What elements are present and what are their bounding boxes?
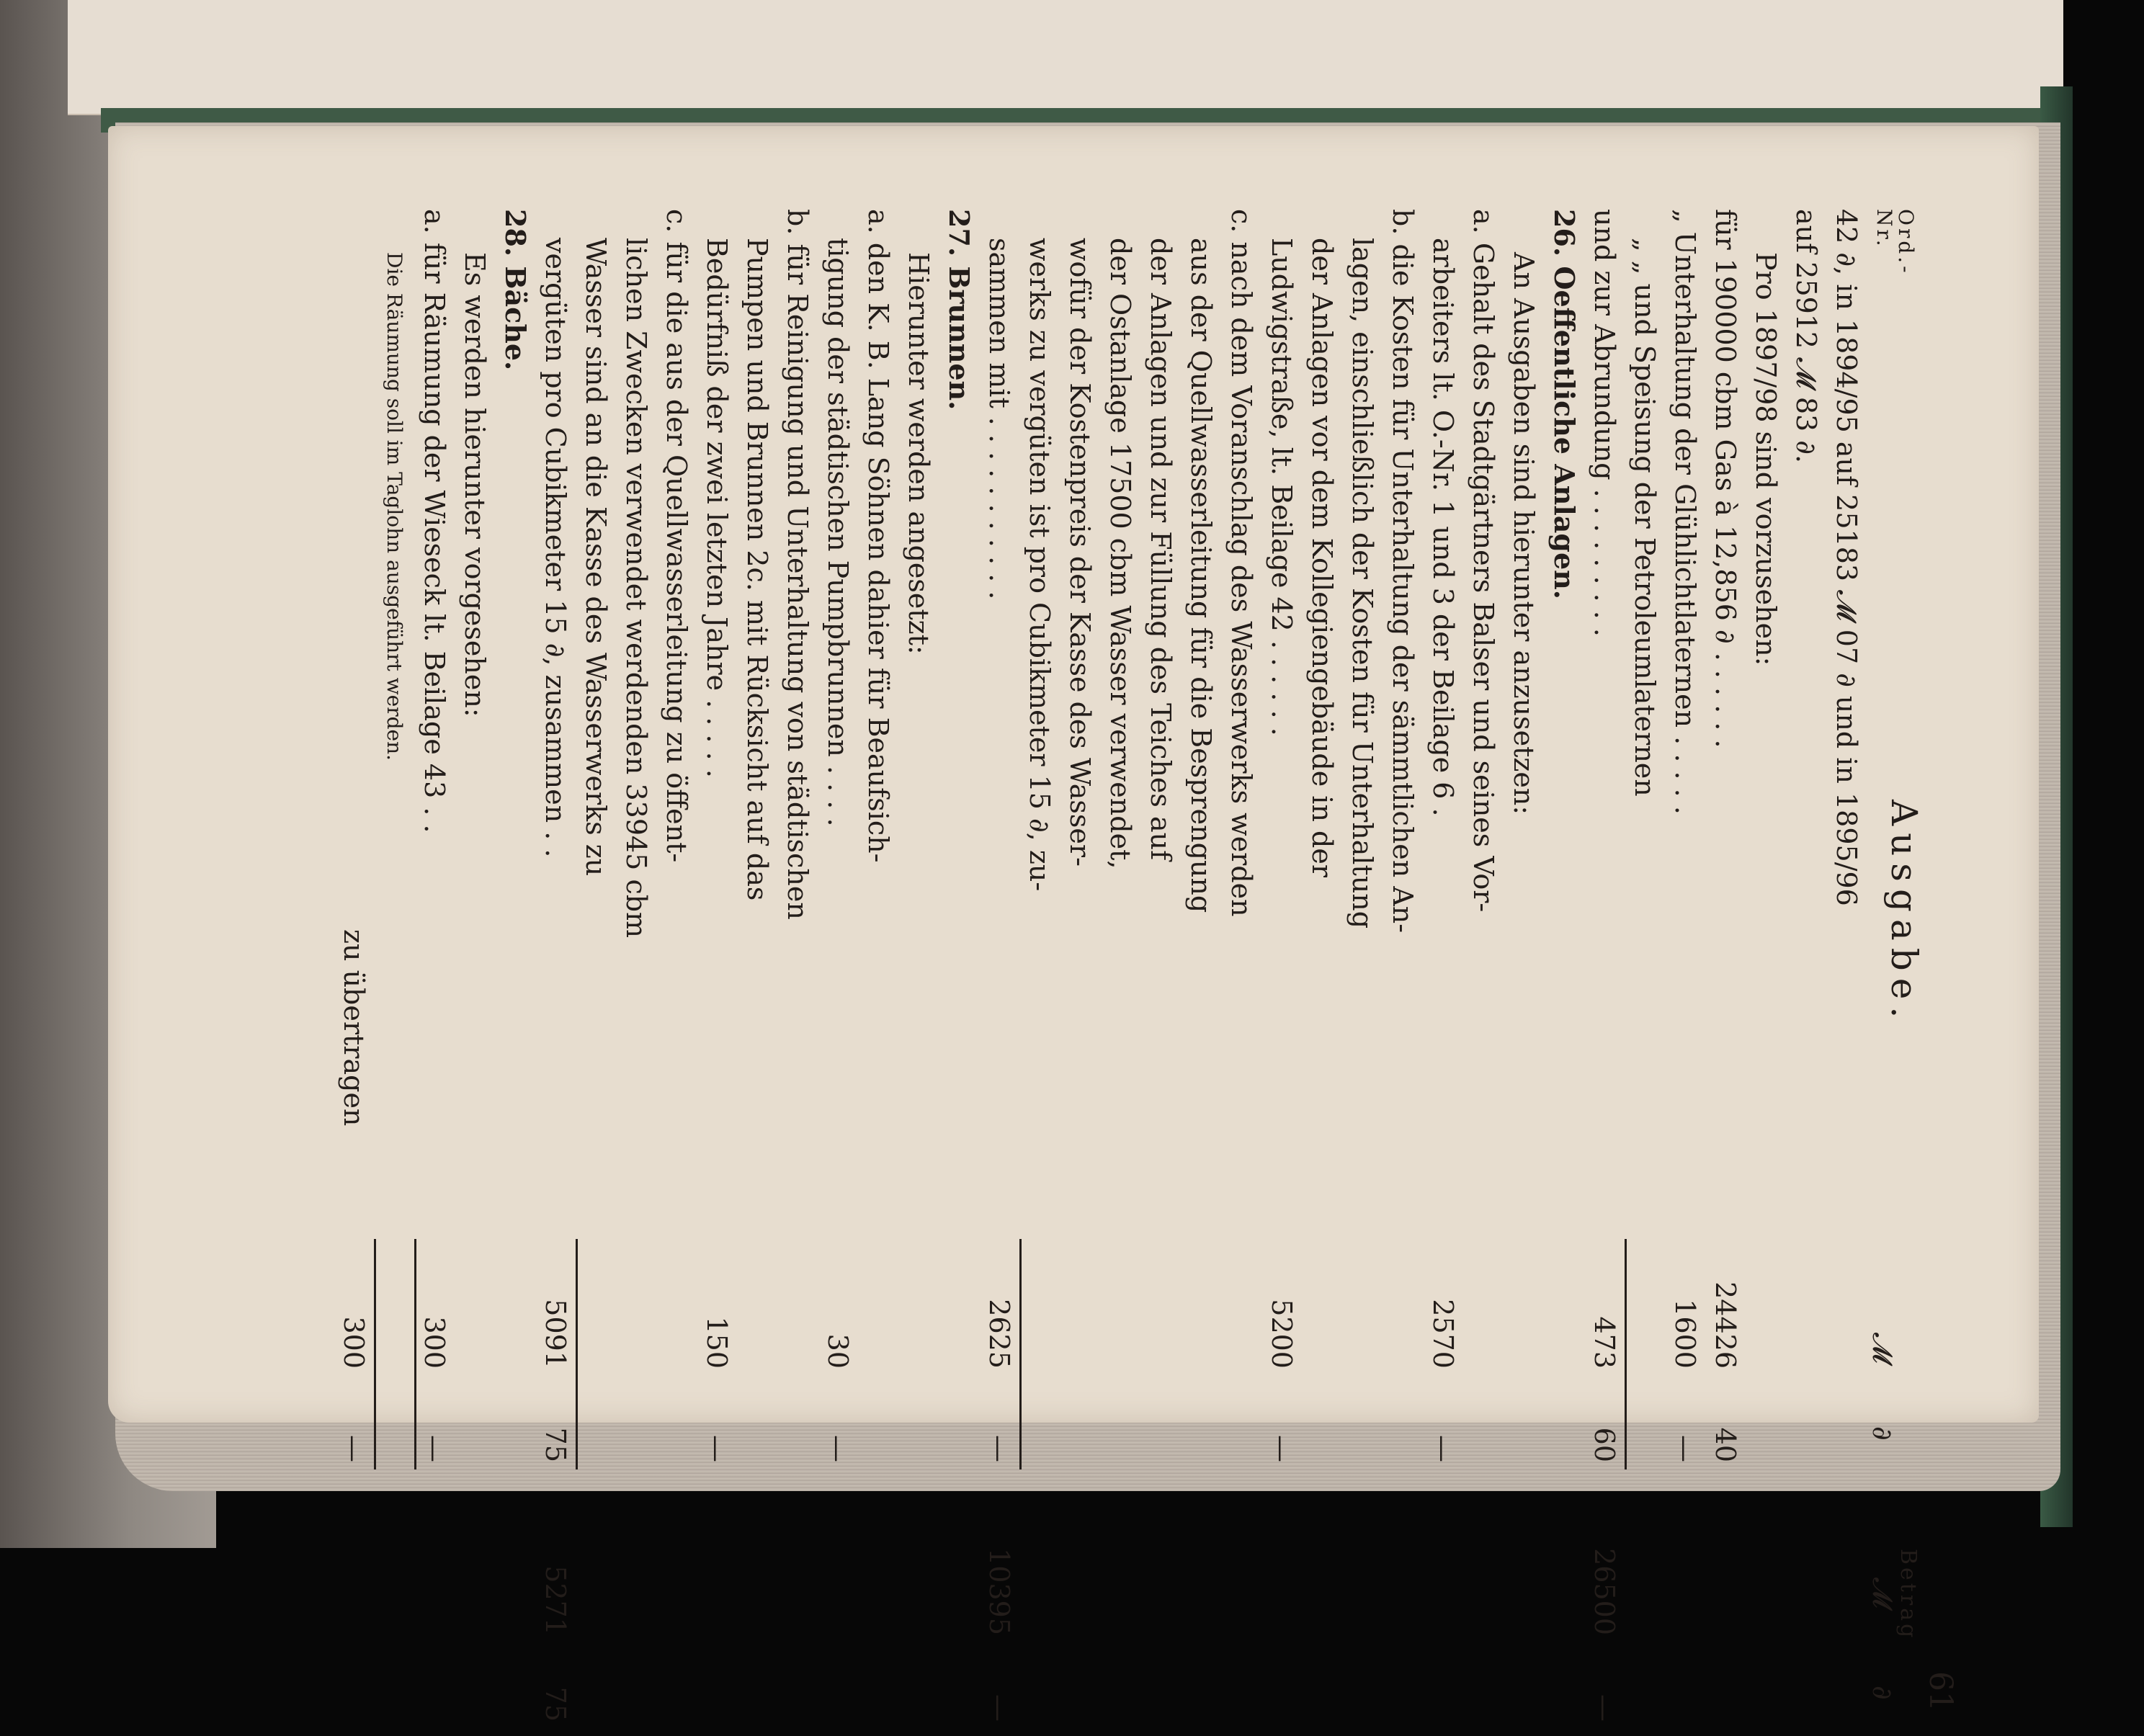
unit-mark-col1: 𝓜 <box>1867 1333 1898 1364</box>
line-text: a. den K. B. Lang Söhnen dahier für Beaufsich- <box>862 209 894 863</box>
ledger-line <box>576 209 615 1736</box>
ledger-line <box>818 209 857 1736</box>
ledger-line <box>536 209 575 1736</box>
ledger-line <box>1262 209 1301 1736</box>
ledger-line <box>1545 209 1584 1736</box>
amount-mark: 5200 <box>1266 1299 1297 1369</box>
ledger-line <box>738 209 777 1736</box>
line-text: wofür der Kostenpreis der Kasse des Wasser- <box>1064 238 1096 867</box>
line-text: zu übertragen <box>338 929 370 1127</box>
page-title: Ausgabe. <box>1883 800 1925 1026</box>
line-text: und zur Abrundung . . . . . . . . . <box>1589 209 1620 637</box>
sum-rule <box>576 1239 578 1469</box>
line-text: für 190000 cbm Gas à 12,856 ∂ . . . . . . <box>1710 209 1741 748</box>
total-mark: 26500 <box>1589 1548 1620 1635</box>
unit-mark-col2: 𝓜 <box>1867 1578 1898 1609</box>
line-text: tigung der städtischen Pumpbrunnen . . . . <box>822 238 854 827</box>
ledger-line <box>1141 209 1180 1736</box>
line-text: Bedürfniß der zwei letzten Jahre . . . . . <box>701 238 733 778</box>
ledger-line <box>1625 209 1664 1736</box>
amount-mark: 300 <box>338 1316 370 1369</box>
line-text: lagen, einschließlich der Kosten für Unterhaltung <box>1346 238 1378 929</box>
ledger-line <box>496 209 535 1736</box>
ledger-line <box>334 209 373 1736</box>
line-text: a. Gehalt des Stadtgärtners Balser und seines Vor- <box>1468 209 1499 913</box>
line-text: Pumpen und Brunnen 2c. mit Rücksicht auf das <box>741 238 773 901</box>
line-text: Die Räumung soll im Taglohn ausgeführt werden. <box>383 252 406 761</box>
line-text: werks zu vergüten ist pro Cubikmeter 15 ∂, zu- <box>1024 238 1055 892</box>
amount-mark: 300 <box>419 1316 450 1369</box>
page-number: 61 <box>1922 1671 1959 1712</box>
total-pf: 75 <box>540 1686 571 1722</box>
amount-mark: 2570 <box>1427 1299 1459 1369</box>
amount-mark: 150 <box>701 1316 733 1369</box>
ledger-line <box>455 209 494 1736</box>
ledger-line <box>617 209 656 1736</box>
line-text: vergüten pro Cubikmeter 15 ∂, zusammen . . <box>540 238 571 858</box>
total-pf: — <box>983 1694 1015 1722</box>
amount-mark: 30 <box>822 1333 854 1369</box>
ledger-line <box>1585 209 1624 1736</box>
amount-pf: — <box>419 1435 450 1462</box>
ledger-line <box>375 209 414 1736</box>
ledger-line <box>1383 209 1422 1736</box>
ledger-line <box>415 209 454 1736</box>
sum-rule <box>414 1239 416 1469</box>
line-text: „ „ und Speisung der Petroleumlaternen <box>1629 238 1661 797</box>
line-text: 27. Brunnen. <box>943 209 975 411</box>
ledger-line <box>778 209 817 1736</box>
line-text: „ Unterhaltung der Glühlichtlaternen . . . . . <box>1669 209 1701 815</box>
sum-rule <box>374 1239 376 1469</box>
line-text: a. für Räumung der Wieseck lt. Beilage 43 . . <box>419 209 450 833</box>
amount-pf: — <box>338 1435 370 1462</box>
sum-rule <box>1019 1239 1022 1469</box>
amount-pf: 40 <box>1710 1427 1741 1462</box>
line-text: Ludwigstraße, lt. Beilage 42 . . . . . . <box>1266 238 1297 736</box>
ledger-line <box>1504 209 1543 1736</box>
unit-pf-col1: ∂ <box>1867 1426 1898 1441</box>
left-page-top-edge <box>68 0 2063 115</box>
amount-mark: 5091 <box>540 1299 571 1369</box>
ledger-line <box>1182 209 1220 1736</box>
ledger-line <box>1746 209 1785 1736</box>
amount-pf: 75 <box>540 1427 571 1462</box>
ledger-line <box>1020 209 1059 1736</box>
ledger-line <box>980 209 1019 1736</box>
ledger-line <box>1464 209 1503 1736</box>
ledger-line <box>697 209 736 1736</box>
amount-pf: — <box>701 1435 733 1462</box>
page-content <box>338 209 1959 1722</box>
line-text: c. nach dem Voranschlag des Wasserwerks werden <box>1225 209 1257 917</box>
ledger-line <box>1343 209 1382 1736</box>
ledger-line <box>1787 209 1826 1736</box>
line-text: Hierunter werden angesetzt: <box>903 252 934 655</box>
amount-pf: — <box>1427 1435 1459 1462</box>
amount-pf: — <box>822 1435 854 1462</box>
line-text: Pro 1897/98 sind vorzusehen: <box>1750 252 1782 666</box>
ledger-line <box>1424 209 1462 1736</box>
amount-mark: 2625 <box>983 1299 1015 1369</box>
amount-pf: 60 <box>1589 1427 1620 1462</box>
amount-mark: 473 <box>1589 1316 1620 1369</box>
betrag-label: Betrag <box>1895 1549 1921 1641</box>
ledger-line <box>1827 209 1866 1736</box>
line-text: der Ostanlage 17500 cbm Wasser verwendet, <box>1104 238 1136 869</box>
ledger-line <box>1101 209 1140 1736</box>
ledger-line <box>657 209 696 1736</box>
total-mark: 10395 <box>983 1548 1015 1635</box>
unit-pf-col2: ∂ <box>1867 1686 1898 1700</box>
amount-pf: — <box>1266 1435 1297 1462</box>
line-text: lichen Zwecken verwendet werdenden 33945 cbm <box>620 238 652 939</box>
total-pf: — <box>1589 1694 1620 1722</box>
ledger-line <box>1060 209 1099 1736</box>
ledger-line <box>899 209 938 1736</box>
line-text: b. für Reinigung und Unterhaltung von städtischen <box>782 209 813 920</box>
line-text: An Ausgaben sind hierunter anzusetzen: <box>1508 252 1540 815</box>
line-text: Es werden hierunter vorgesehen: <box>459 252 491 717</box>
sum-rule <box>1625 1239 1627 1469</box>
amount-pf: — <box>1669 1435 1701 1462</box>
line-text: der Anlagen und zur Füllung des Teiches auf <box>1145 238 1176 861</box>
ledger-line <box>1666 209 1705 1736</box>
line-text: Wasser sind an die Kasse des Wasserwerks zu <box>580 238 612 877</box>
line-text: b. die Kosten für Unterhaltung der sämmtlichen An- <box>1387 209 1419 934</box>
line-text: 26. Oeffentliche Anlagen. <box>1548 209 1581 599</box>
ledger-line <box>1303 209 1341 1736</box>
ledger-line <box>859 209 898 1736</box>
amount-pf: — <box>983 1435 1015 1462</box>
line-text: sammen mit . . . . . . . . . . . <box>983 238 1015 600</box>
amount-mark: 24426 <box>1710 1281 1741 1369</box>
ledger-line <box>1706 209 1745 1736</box>
total-mark: 5271 <box>540 1565 571 1635</box>
line-text: arbeiters lt. O.-Nr. 1 und 3 der Beilage 6 . <box>1427 238 1459 817</box>
amount-mark: 1600 <box>1669 1299 1701 1369</box>
line-text: c. für die aus der Quellwasserleitung zu öffent- <box>661 209 692 863</box>
ledger-line <box>939 209 978 1736</box>
line-text: auf 25912 𝓜 83 ∂. <box>1790 209 1822 464</box>
line-text: 28. Bäche. <box>499 209 532 371</box>
line-text: der Anlagen vor dem Kollegiengebäude in der <box>1306 238 1338 877</box>
col-ordnr-label: Ord.- Nr. <box>1872 209 1918 276</box>
ledger-line <box>1222 209 1261 1736</box>
line-text: 42 ∂, in 1894/95 auf 25183 𝓜 07 ∂ und in 1895/96 <box>1831 209 1862 906</box>
line-text: aus der Quellwasserleitung für die Besprengung <box>1185 238 1217 913</box>
